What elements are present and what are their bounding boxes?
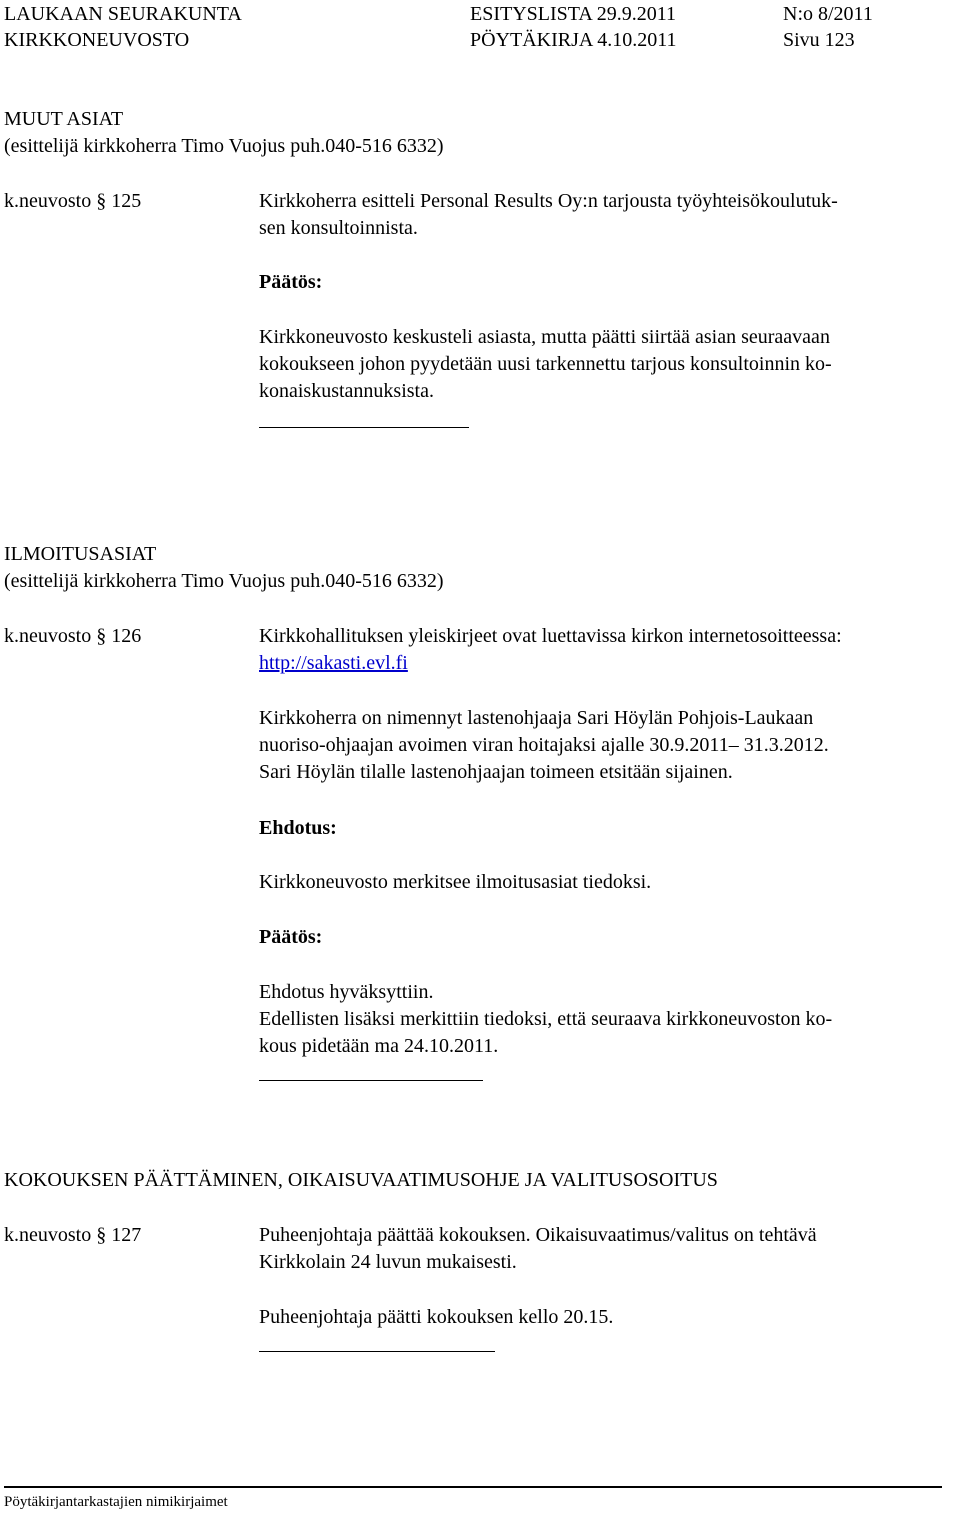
notice-text-line: nuoriso-ohjaajan avoimen viran hoitajaksi ajalle 30.9.2011– 31.3.2012. [259, 734, 829, 756]
decision-text-line: Kirkkoneuvosto keskusteli asiasta, mutta päätti siirtää asian seuraavaan [259, 326, 830, 348]
sakasti-link[interactable]: http://sakasti.evl.fi [259, 652, 408, 674]
decision-text-line: konaiskustannuksista. [259, 380, 434, 402]
decision-text-line: kokoukseen johon pyydetään uusi tarkennettu tarjous konsultoinnin ko- [259, 353, 832, 375]
body-name: KIRKKONEUVOSTO [4, 29, 190, 51]
decision-text-line: Edellisten lisäksi merkittiin tiedoksi, että seuraava kirkkoneuvoston ko- [259, 1008, 833, 1030]
section-presenter: (esittelijä kirkkoherra Timo Vuojus puh.040-516 6332) [4, 135, 444, 157]
notice-text-line: Sari Höylän tilalle lastenohjaajan toimeen etsitään sijainen. [259, 761, 733, 783]
section-title-ilmoitusasiat: ILMOITUSASIAT [4, 543, 157, 565]
item-text-line: Puheenjohtaja päättää kokouksen. Oikaisuvaatimus/valitus on tehtävä [259, 1224, 817, 1246]
closing-text: Puheenjohtaja päätti kokouksen kello 20.15. [259, 1306, 614, 1328]
proposal-label: Ehdotus: [259, 817, 337, 839]
item-reference-127: k.neuvosto § 127 [4, 1224, 142, 1246]
section-divider [259, 427, 469, 428]
item-reference-125: k.neuvosto § 125 [4, 190, 142, 212]
section-presenter: (esittelijä kirkkoherra Timo Vuojus puh.040-516 6332) [4, 570, 444, 592]
section-title-kokouksen-paattaminen: KOKOUKSEN PÄÄTTÄMINEN, OIKAISUVAATIMUSOHJE JA VALITUSOSOITUS [4, 1169, 718, 1191]
item-text-line: Kirkkolain 24 luvun mukaisesti. [259, 1251, 517, 1273]
decision-label: Päätös: [259, 271, 323, 293]
org-name: LAUKAAN SEURAKUNTA [4, 3, 242, 25]
decision-label: Päätös: [259, 926, 323, 948]
item-text-line: sen konsultoinnista. [259, 217, 418, 239]
item-reference-126: k.neuvosto § 126 [4, 625, 142, 647]
notice-text-line: Kirkkoherra on nimennyt lastenohjaaja Sari Höylän Pohjois-Laukaan [259, 707, 814, 729]
decision-text-line: kous pidetään ma 24.10.2011. [259, 1035, 499, 1057]
section-title-muut-asiat: MUUT ASIAT [4, 108, 124, 130]
document-number: N:o 8/2011 [783, 3, 873, 25]
proposal-text: Kirkkoneuvosto merkitsee ilmoitusasiat tiedoksi. [259, 871, 652, 893]
signature-initials-label: Pöytäkirjantarkastajien nimikirjaimet [4, 1494, 228, 1510]
footer-line [4, 1486, 942, 1488]
section-divider [259, 1351, 495, 1352]
minutes-date: PÖYTÄKIRJA 4.10.2011 [470, 29, 677, 51]
agenda-date: ESITYSLISTA 29.9.2011 [470, 3, 676, 25]
decision-text-line: Ehdotus hyväksyttiin. [259, 981, 434, 1003]
page-number: Sivu 123 [783, 29, 855, 51]
item-text-line: Kirkkoherra esitteli Personal Results Oy:n tarjousta työyhteisökoulutuk- [259, 190, 838, 212]
item-text-line: Kirkkohallituksen yleiskirjeet ovat luettavissa kirkon internetosoitteessa: [259, 625, 842, 647]
section-divider [259, 1080, 483, 1081]
